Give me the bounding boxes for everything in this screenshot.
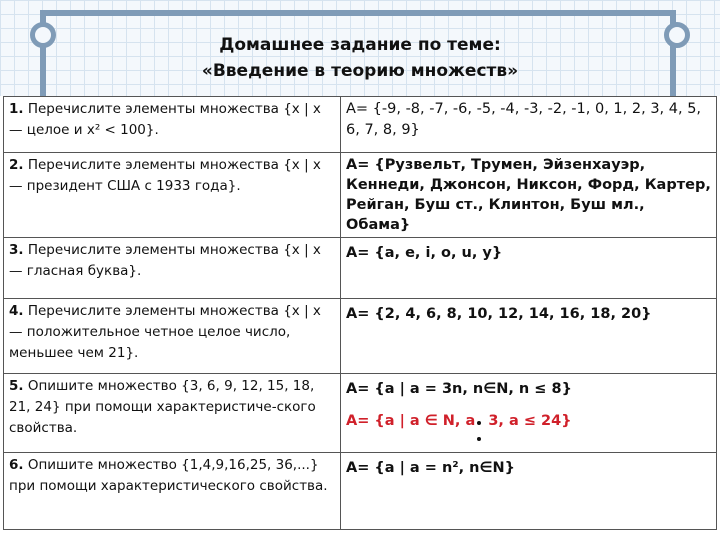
title-line-2: «Введение в теорию множеств» xyxy=(201,61,519,81)
task-number: 2. xyxy=(9,157,24,173)
answer-cell xyxy=(341,97,717,153)
task-number: 3. xyxy=(9,242,24,258)
answer-alt-prefix: A= {a | a ∈ N, a xyxy=(346,413,476,429)
title-line-1: Домашнее задание по теме: xyxy=(219,35,501,55)
question-cell xyxy=(4,374,341,453)
question-cell xyxy=(4,153,341,238)
question-cell xyxy=(4,453,341,530)
answer-cell xyxy=(341,153,717,238)
answer-alt-text xyxy=(346,408,711,434)
table-row xyxy=(4,374,717,453)
task-number: 1. xyxy=(9,101,24,117)
answer-text: A= {Рузвельт, Трумен, Эйзенхауэр, Кеннеди, Джонсон, Никсон, Форд, Картер, Рейган, Буш ст., Клинтон, Буш мл., Обама} xyxy=(346,157,711,233)
question-cell xyxy=(4,299,341,374)
answer-text: A= {2, 4, 6, 8, 10, 12, 14, 16, 18, 20} xyxy=(346,306,652,322)
table-row xyxy=(4,299,717,374)
answer-cell xyxy=(341,238,717,299)
question-text: Перечислите элементы множества {x | x — президент США с 1933 года}. xyxy=(9,157,321,194)
table-row xyxy=(4,238,717,299)
question-cell xyxy=(4,238,341,299)
answer-cell xyxy=(341,374,717,453)
answer-text: A= {a | a = 3n, n∈N, n ≤ 8} xyxy=(346,381,572,397)
answer-cell xyxy=(341,299,717,374)
answer-alt-suffix: 3, a ≤ 24} xyxy=(488,413,572,429)
answer-text: A= {-9, -8, -7, -6, -5, -4, -3, -2, -1, 0, 1, 2, 3, 4, 5, 6, 7, 8, 9} xyxy=(346,101,702,138)
page-title xyxy=(0,32,720,84)
task-number: 6. xyxy=(9,457,24,473)
table-row xyxy=(4,153,717,238)
question-text: Опишите множество {1,4,9,16,25, 36,...} при помощи характеристического свойства. xyxy=(9,457,328,494)
task-number: 4. xyxy=(9,303,24,319)
task-number: 5. xyxy=(9,378,24,394)
table-row xyxy=(4,453,717,530)
answer-text: A= {a, e, i, o, u, y} xyxy=(346,245,503,261)
question-text: Перечислите элементы множества {x | x — гласная буква}. xyxy=(9,242,321,279)
question-text: Опишите множество {3, 6, 9, 12, 15, 18, 21, 24} при помощи характеристиче-ского свойства. xyxy=(9,378,316,436)
answer-cell xyxy=(341,453,717,530)
homework-table xyxy=(3,96,717,530)
table-row xyxy=(4,97,717,153)
question-text: Перечислите элементы множества {x | x — целое и x² < 100}. xyxy=(9,101,321,138)
answer-text: A= {a | a = n², n∈N} xyxy=(346,460,515,476)
question-text: Перечислите элементы множества {x | x — положительное четное целое число, меньшее чем 21}. xyxy=(9,303,321,361)
question-cell xyxy=(4,97,341,153)
